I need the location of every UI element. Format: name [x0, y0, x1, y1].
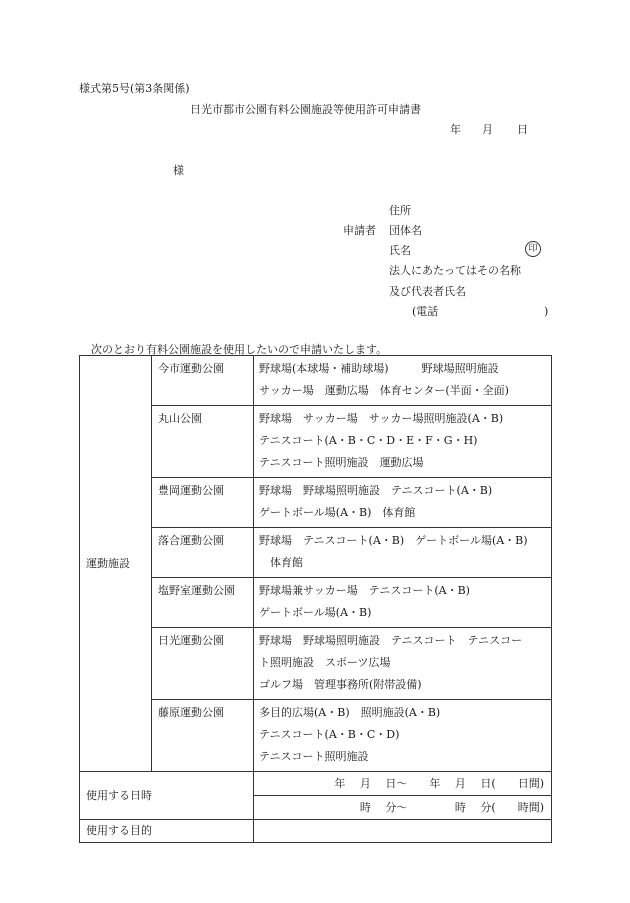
facility-list [254, 528, 552, 578]
facility-line: 野球場 野球場照明施設 テニスコート テニスコー [259, 634, 523, 647]
park-name: 丸山公園 [152, 406, 254, 478]
facility-line: 野球場(本球場・補助球場) 野球場照明施設 [259, 362, 499, 375]
park-name: 藤原運動公園 [152, 700, 254, 772]
seal-mark: 印 [525, 241, 541, 257]
facility-line: テニスコート照明施設 [259, 750, 369, 763]
facility-line: ゲートボール場(A・B) [259, 606, 372, 619]
usage-purpose-label: 使用する目的 [80, 820, 254, 843]
date-day: 日 [517, 123, 528, 136]
usage-purpose-field[interactable] [254, 820, 552, 843]
applicant-group-label: 団体名 [389, 224, 422, 237]
usage-date-field[interactable] [254, 772, 552, 796]
facility-line: 野球場 サッカー場 サッカー場照明施設(A・B) [259, 412, 504, 425]
facility-list [254, 578, 552, 628]
facility-line: ゲートボール場(A・B) 体育館 [259, 506, 416, 519]
phone-close: ) [544, 305, 549, 318]
facility-line: テニスコート(A・B・C・D) [259, 728, 400, 741]
facility-line: 多目的広場(A・B) 照明施設(A・B) [259, 706, 441, 719]
facility-line: テニスコート照明施設 運動広場 [259, 456, 424, 469]
phone-label: (電話 [412, 305, 439, 318]
facility-line: ゴルフ場 管理事務所(附帯設備) [259, 678, 422, 691]
park-name: 塩野室運動公園 [152, 578, 254, 628]
intro-text: 次のとおり有料公園施設を使用したいので申請いたします。 [91, 343, 388, 356]
usage-date-text: 年 月 日〜 年 月 日( 日間) [334, 776, 544, 790]
table-row [80, 772, 552, 796]
facility-line: 野球場兼サッカー場 テニスコート(A・B) [259, 584, 470, 597]
facility-line: テニスコート(A・B・C・D・E・F・G・H) [259, 434, 478, 447]
facility-list [254, 406, 552, 478]
facility-list [254, 478, 552, 528]
facility-line: サッカー場 運動広場 体育センター(半面・全面) [259, 384, 509, 397]
corp-note-2: 及び代表者氏名 [389, 285, 466, 298]
table-row [80, 356, 552, 406]
usage-time-text: 時 分〜 時 分( 時間) [359, 800, 544, 814]
facility-line: 野球場 テニスコート(A・B) ゲートボール場(A・B) [259, 534, 528, 547]
applicant-label: 申請者 [343, 224, 376, 237]
addressee: 様 [173, 164, 184, 177]
usage-datetime-label: 使用する日時 [80, 772, 254, 820]
date-month: 月 [482, 123, 493, 136]
facility-list [254, 700, 552, 772]
facility-list [254, 356, 552, 406]
form-number: 様式第5号(第3条関係) [79, 82, 190, 95]
category-label: 運動施設 [86, 556, 130, 570]
facility-list [254, 628, 552, 700]
facility-line: ト照明施設 スポーツ広場 [259, 656, 391, 669]
facility-table [79, 355, 552, 843]
park-name: 日光運動公園 [152, 628, 254, 700]
form-title: 日光市都市公園有料公園施設等使用許可申請書 [190, 103, 421, 116]
table-row [80, 820, 552, 843]
applicant-name-label: 氏名 [389, 244, 411, 257]
facility-line: 野球場 野球場照明施設 テニスコート(A・B) [259, 484, 493, 497]
date-year: 年 [450, 123, 461, 136]
applicant-address-label: 住所 [389, 204, 411, 217]
facility-line: 体育館 [259, 556, 303, 569]
park-name: 豊岡運動公園 [152, 478, 254, 528]
usage-time-field[interactable] [254, 796, 552, 820]
corp-note-1: 法人にあたってはその名称 [389, 264, 521, 277]
park-name: 落合運動公園 [152, 528, 254, 578]
park-name: 今市運動公園 [152, 356, 254, 406]
category-cell [80, 356, 152, 772]
